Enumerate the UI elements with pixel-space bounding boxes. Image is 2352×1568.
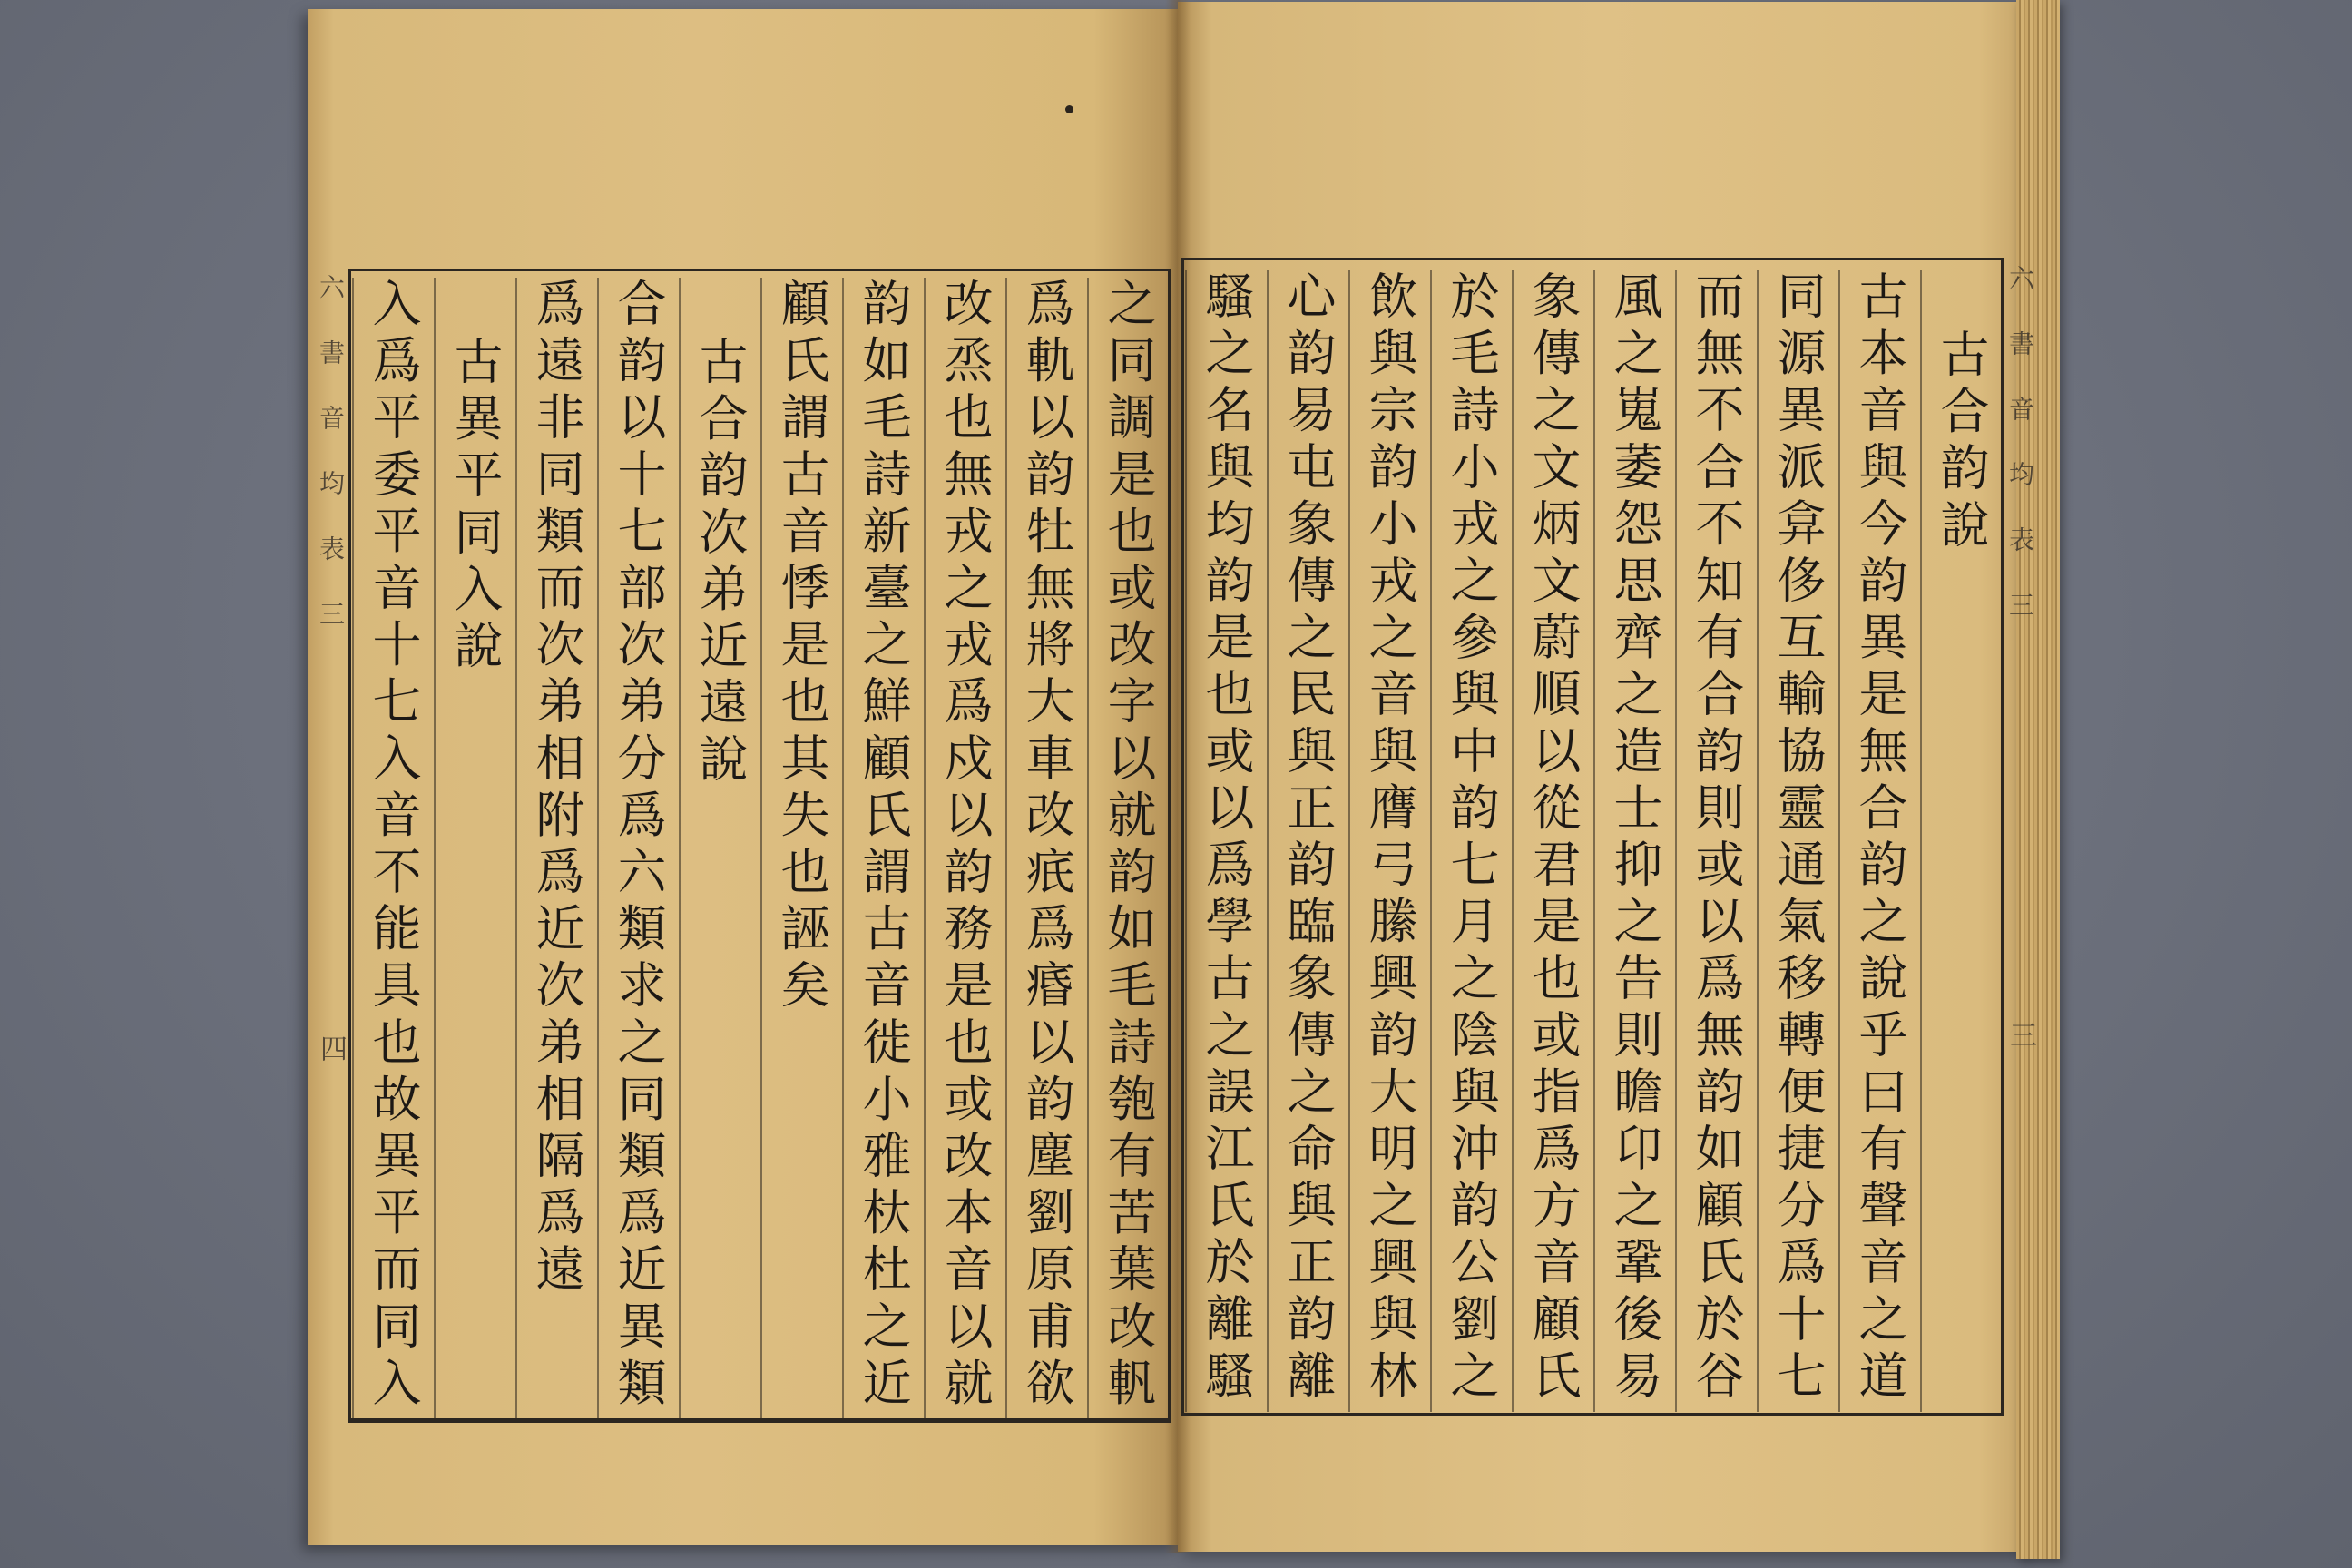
text-column: 心韵易屯象傳之民與正韵臨象傳之命與正韵離	[1267, 270, 1348, 1412]
left-margin-label: 六書音均表三	[316, 274, 346, 666]
text-column: 爲軌以韵牡無將大車改疧爲痻以韵塵劉原甫欲	[1005, 278, 1087, 1419]
right-margin-label: 六書音均表三	[2005, 265, 2035, 657]
section-title: 古合韵說	[1920, 270, 2002, 1412]
ink-spot	[1065, 105, 1073, 113]
page-stack-edge	[2016, 0, 2060, 1559]
section-title: 古異平同入說	[434, 278, 515, 1419]
text-column: 之同調是也或改字以就韵如毛詩匏有苦葉改軓	[1087, 278, 1169, 1419]
text-column: 於毛詩小戎之參與中韵七月之陰與沖韵公劉之	[1430, 270, 1512, 1412]
text-column: 騷之名與均韵是也或以爲學古之誤江氏於離騷	[1185, 270, 1267, 1412]
section-title: 古合韵次弟近遠說	[679, 278, 760, 1419]
text-column: 改烝也無戎之戎爲戍以韵務是也或改本音以就	[924, 278, 1005, 1419]
text-column: 飲與宗韵小戎之音與膺弓縢興韵大明之興與林	[1348, 270, 1430, 1412]
text-column: 風之嵬萎怨思齊之造士抑之告則瞻卬之鞏後易	[1593, 270, 1675, 1412]
text-column: 韵如毛詩新臺之鮮顧氏謂古音徙小雅杕杜之近	[842, 278, 924, 1419]
text-column: 古本音與今韵異是無合韵之說乎曰有聲音之道	[1838, 270, 1920, 1412]
right-page-number: 三	[2004, 1021, 2036, 1048]
text-column: 合韵以十七部次弟分爲六類求之同類爲近異類	[597, 278, 679, 1419]
text-column: 同源異派弇侈互輸協靈通氣移轉便捷分爲十七	[1757, 270, 1838, 1412]
text-column: 象傳之文炳文蔚順以從君是也或指爲方音顧氏	[1512, 270, 1593, 1412]
text-column: 而無不合不知有合韵則或以爲無韵如顧氏於谷	[1675, 270, 1757, 1412]
text-column: 入爲平委平音十七入音不能具也故異平而同入	[352, 278, 434, 1419]
left-page-number: 四	[315, 1034, 347, 1062]
text-column: 爲遠非同類而次弟相附爲近次弟相隔爲遠	[515, 278, 597, 1419]
text-column: 顧氏謂古音悸是也其失也誣矣	[760, 278, 842, 1419]
